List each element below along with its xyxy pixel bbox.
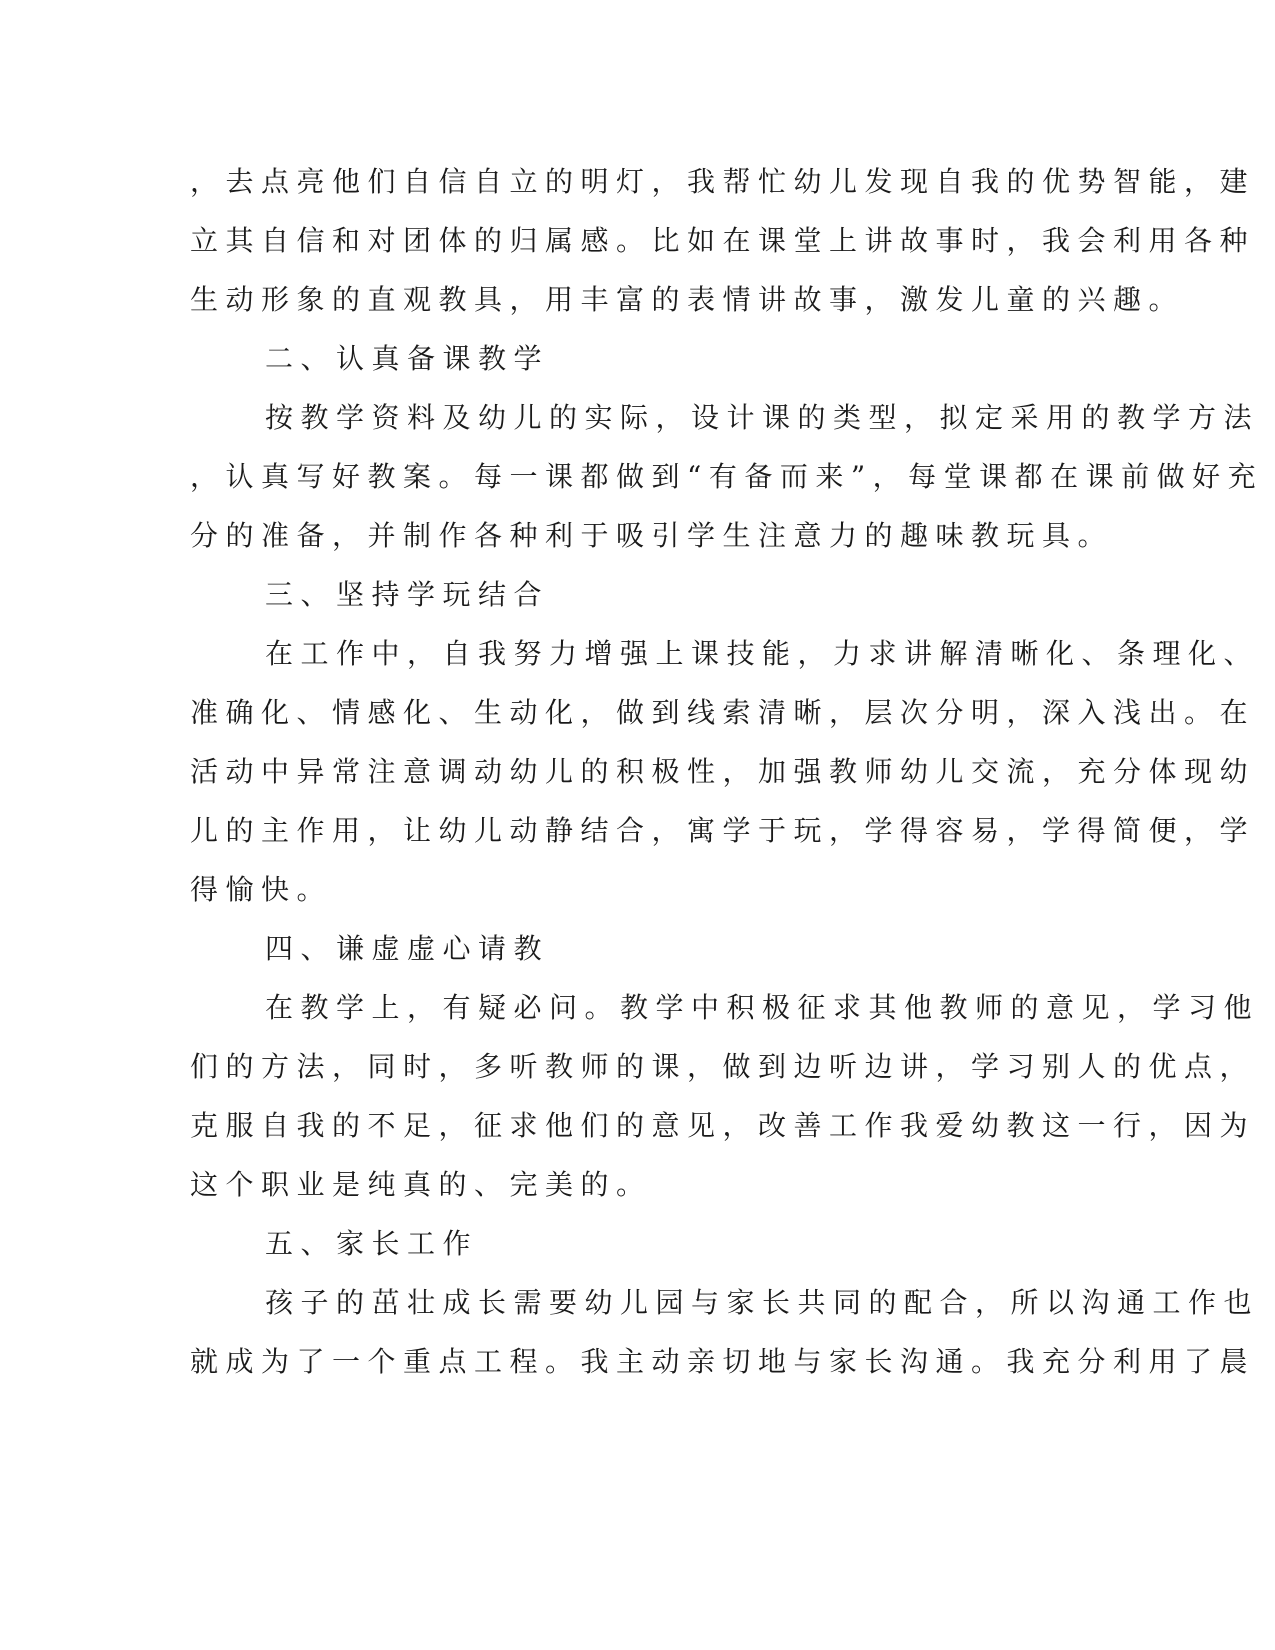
- paragraph-line: 在工作中，自我努力增强上课技能，力求讲解清晰化、条理化、: [265, 637, 1260, 670]
- paragraph-line: 们的方法，同时，多听教师的课，做到边听边讲，学习别人的优点，: [190, 1050, 1256, 1083]
- paragraph-line: 分的准备，并制作各种利于吸引学生注意力的趣味教玩具。: [190, 519, 1114, 552]
- paragraph-line: 孩子的茁壮成长需要幼儿园与家长共同的配合，所以沟通工作也: [265, 1286, 1260, 1319]
- paragraph-line: 准确化、情感化、生动化，做到线索清晰，层次分明，深入浅出。在: [190, 696, 1256, 729]
- section-heading: 二、认真备课教学: [265, 342, 550, 375]
- paragraph-line: 立其自信和对团体的归属感。比如在课堂上讲故事时，我会利用各种: [190, 224, 1256, 257]
- paragraph-line: 儿的主作用，让幼儿动静结合，寓学于玩，学得容易，学得简便，学: [190, 814, 1256, 847]
- paragraph-line: 就成为了一个重点工程。我主动亲切地与家长沟通。我充分利用了晨: [190, 1345, 1256, 1378]
- paragraph-line: ，认真写好教案。每一课都做到“有备而来”，每堂课都在课前做好充: [190, 460, 1264, 493]
- paragraph-line: 生动形象的直观教具，用丰富的表情讲故事，激发儿童的兴趣。: [190, 283, 1185, 316]
- paragraph-line: 克服自我的不足，征求他们的意见，改善工作我爱幼教这一行，因为: [190, 1109, 1256, 1142]
- paragraph-line: 按教学资料及幼儿的实际，设计课的类型，拟定采用的教学方法: [265, 401, 1260, 434]
- paragraph-line: 得愉快。: [190, 873, 333, 906]
- paragraph-line: 活动中异常注意调动幼儿的积极性，加强教师幼儿交流，充分体现幼: [190, 755, 1256, 788]
- section-heading: 四、谦虚虚心请教: [265, 932, 550, 965]
- paragraph-line: 在教学上，有疑必问。教学中积极征求其他教师的意见，学习他: [265, 991, 1260, 1024]
- paragraph-line: ，去点亮他们自信自立的明灯，我帮忙幼儿发现自我的优势智能，建: [190, 165, 1256, 198]
- section-heading: 五、家长工作: [265, 1227, 479, 1260]
- section-heading: 三、坚持学玩结合: [265, 578, 550, 611]
- paragraph-line: 这个职业是纯真的、完美的。: [190, 1168, 652, 1201]
